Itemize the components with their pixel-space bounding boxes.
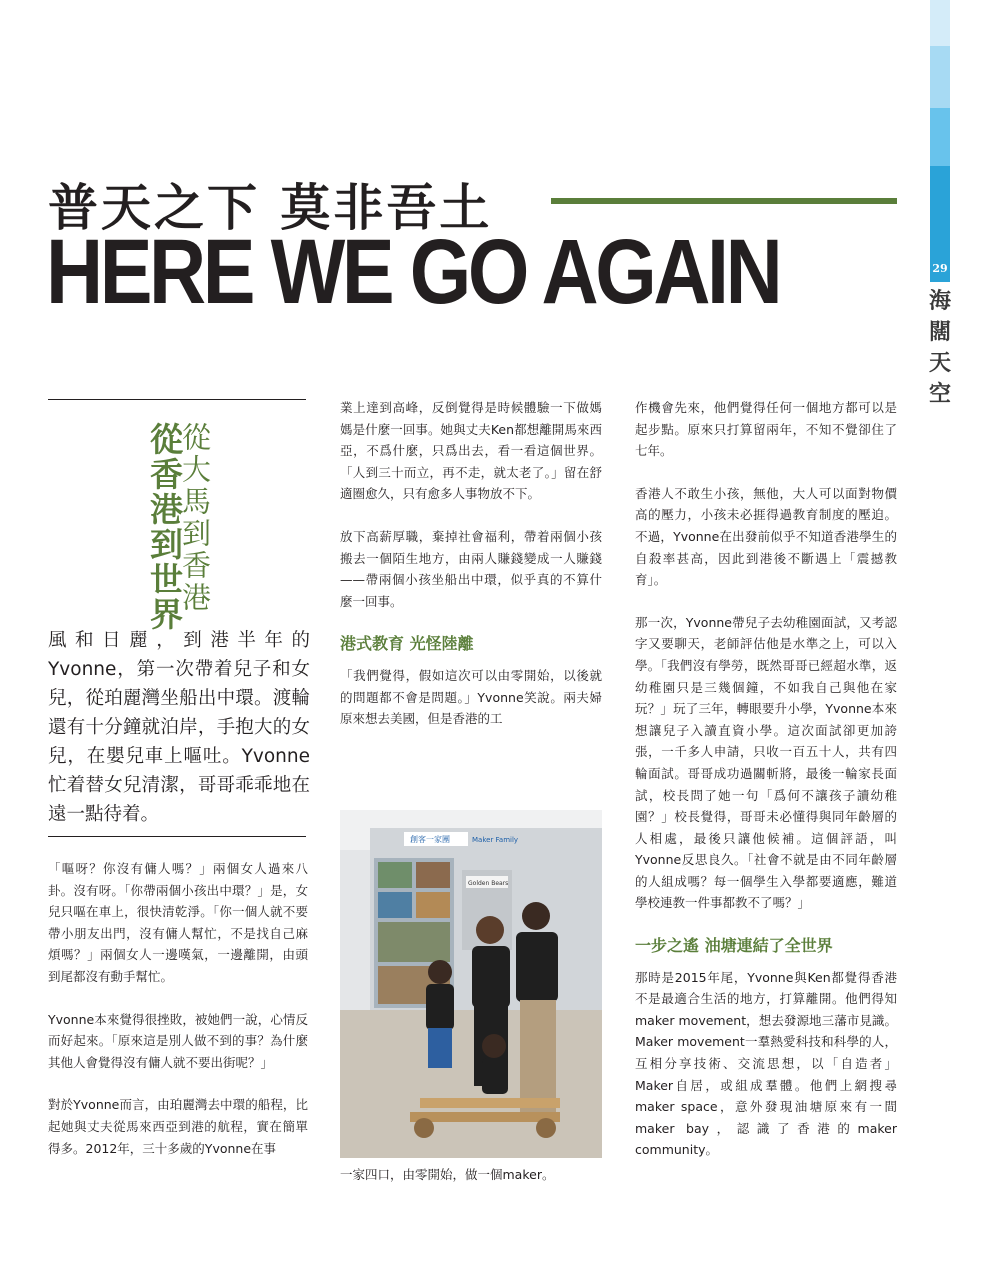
page-number: 29 xyxy=(930,256,950,282)
subtitle-line-1: 從香港到世界 xyxy=(145,422,184,632)
section-name: 海闊天空 xyxy=(928,288,951,407)
edge-tab-1 xyxy=(930,0,950,46)
section-heading: 一步之遙 油塘連結了全世界 xyxy=(635,936,833,956)
lead-bottom-rule xyxy=(48,836,306,837)
paragraph: 放下高薪厚職，棄掉社會福利，帶着兩個小孩搬去一個陌生地方，由兩人賺錢變成一人賺錢——帶兩個小孩坐船出中環，似乎真的不算什麼一回事。 xyxy=(340,528,602,609)
paragraph: 作機會先來，他們覺得任何一個地方都可以是起步點。原來只打算留兩年，不知不覺卻住了七年。 xyxy=(635,400,897,459)
paragraph: 對於Yvonne而言，由珀麗灣去中環的船程，比起她與丈夫從馬來西亞到港的航程，實在簡單得多。2012年，三十多歲的Yvonne在事 xyxy=(48,1097,308,1156)
paragraph: 業上達到高峰，反倒覺得是時候體驗一下做媽媽是什麼一回事。她與丈夫Ken都想離開馬來西亞，不爲什麼，只爲出去，看一看這個世界。「人到三十而立，再不走，就太老了。」留在舒適圈愈久，只有愈多人事物放不下。 xyxy=(340,400,602,502)
section-heading: 港式教育 光怪陸離 xyxy=(340,634,474,654)
paragraph: 「我們覺得，假如這次可以由零開始，以後就的問題都不會是問題。」Yvonne笑說。兩夫婦原來想去美國，但是香港的工 xyxy=(340,667,602,727)
booth-sign-3: Golden Bears xyxy=(468,880,509,887)
paragraph: 那時是2015年尾，Yvonne與Ken都覺得香港不是最適合生活的地方，打算離開。他們得知maker movement，想去發源地三藩市見識。Maker movement一羣熱愛科技和科學的人，互相分享技術、交流思想，以「自造者」Maker自居，或組成羣體。他們上網搜尋maker space，意外發現油塘原來有一間maker bay，認識了香港的maker community。 xyxy=(635,969,897,1158)
column-3 xyxy=(635,397,897,1182)
column-1 xyxy=(48,858,308,1180)
lead-paragraph: 風和日麗，到港半年的Yvonne，第一次帶着兒子和女兒，從珀麗灣坐船出中環。渡輪還有十分鐘就泊岸，手抱大的女兒，在嬰兒車上嘔吐。Yvonne忙着替女兒清潔，哥哥乖乖地在遠一點待着。 xyxy=(48,630,310,825)
booth-sign-1: 創客一家團 xyxy=(410,835,450,844)
edge-tab-2 xyxy=(930,46,950,108)
title-english: HERE WE GO AGAIN xyxy=(46,221,780,323)
title-accent-bar xyxy=(551,198,897,204)
photo-illustration xyxy=(340,810,602,1158)
paragraph: Yvonne本來覺得很挫敗，被她們一說，心情反而好起來。「原來這是別人做不到的事？為什麼其他人會覺得沒有傭人就不要出街呢？」 xyxy=(48,1011,308,1070)
subtitle-line-2: 從大馬到香港 xyxy=(178,422,212,614)
booth-sign-2: Maker Family xyxy=(472,836,519,844)
family-photo xyxy=(340,810,602,1158)
paragraph: 「嘔呀？你沒有傭人嗎？」兩個女人過來八卦。沒有呀。「你帶兩個小孩出中環？」是，女兒只嘔在車上，很快清乾淨。「你一個人就不要帶小朋友出門，沒有傭人幫忙，不是找自己麻煩嗎？」兩個女人一邊嘆氣，一邊離開，由頭到尾都沒有動手幫忙。 xyxy=(48,861,308,984)
paragraph: 那一次，Yvonne帶兒子去幼稚園面試，又考認字又要聊天，老師評估他是水準之上，可以入學。「我們沒有學勞，既然哥哥已經超水準，返幼稚園只是三幾個鐘，不如我自己與他在家玩？」玩了三年，轉眼要升小學，Yvonne本來想讓兒子入讀直資小學。這次面試卻更加誇張，一千多人申請，只收一百五十人，共有四輪面試。哥哥成功過關斬將，最後一輪家長面試，校長問了她一句「爲何不讓孩子讀幼稚園？」校長覺得，哥哥未必懂得與同年齡層的人相處，最後只讓他候補。這個評語，叫Yvonne反思良久。「社會不就是由不同年齡層的人組成嗎？每一個學生入學都要適應，難道學校連教一件事都教不了嗎？」 xyxy=(635,614,897,911)
top-rule xyxy=(48,399,306,400)
edge-tab-3 xyxy=(930,108,950,166)
photo-caption: 一家四口，由零開始，做一個maker。 xyxy=(340,1167,555,1182)
column-2 xyxy=(340,397,602,751)
title-chinese: 普天之下 莫非吾土 xyxy=(48,178,493,237)
paragraph: 香港人不敢生小孩，無他，大人可以面對物價高的壓力，小孩未必捱得過教育制度的壓迫。不過，Yvonne在出發前似乎不知道香港學生的自殺率甚高，因此到港後不斷遇上「震撼教育」。 xyxy=(635,485,897,588)
edge-tab-4 xyxy=(930,166,950,256)
